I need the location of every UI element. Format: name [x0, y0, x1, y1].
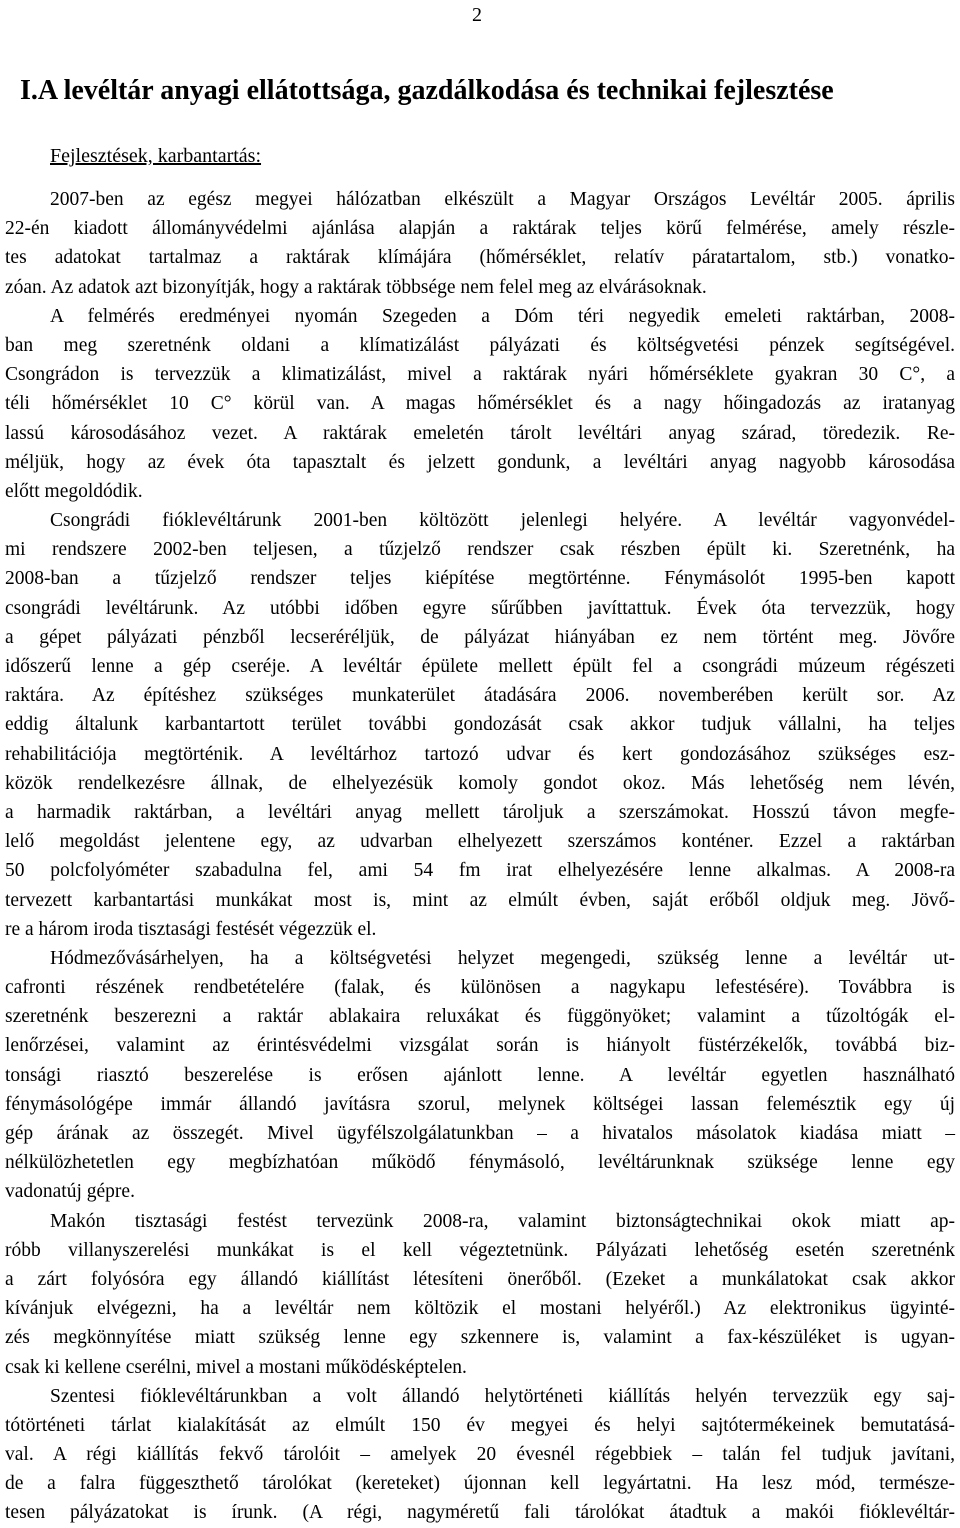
- text-line: zóan. Az adatok azt bizonyítják, hogy a raktárak többsége nem felel meg az elvárásoknak.: [5, 276, 707, 298]
- text-line: szeretnénk beszerezni a raktár ablakaira reluxákat és függönyöket; valamint a tűzoltógák el-: [5, 1006, 955, 1028]
- text-line: A felmérés eredményei nyomán Szegeden a Dóm téri negyedik emeleti raktárban, 2008-: [50, 305, 955, 327]
- text-line: vadonatúj gépre.: [5, 1181, 135, 1203]
- text-line: közök rendelkezésre állnak, de elhelyezésük komoly gondot okoz. Más lehetőség nem lévén,: [5, 772, 955, 794]
- text-line: 50 polcfolyóméter szabadulna fel, ami 54 fm irat elhelyezésére lenne alkalmas. A 2008-ra: [5, 860, 955, 882]
- text-line: tótörténeti tárlat kialakítását az elmúlt 150 év megyei és helyi sajtótermékeinek bemutatásá-: [5, 1414, 955, 1436]
- section-title: I.A levéltár anyagi ellátottsága, gazdálkodása és technikai fejlesztése: [20, 75, 834, 106]
- text-line: a zárt folyósóra egy állandó kiállítást létesíteni önerőből. (Ezeket a munkálatokat csak akkor: [5, 1268, 955, 1290]
- text-line: csak ki kellene cserélni, mivel a mostani működésképtelen.: [5, 1356, 467, 1378]
- page-number: 2: [472, 4, 482, 26]
- text-line: ban meg szeretnénk oldani a klímatizálást pályázati és költségvetési pénzek segítségével.: [5, 334, 955, 356]
- text-line: 2007-ben az egész megyei hálózatban elkészült a Magyar Országos Levéltár 2005. április: [50, 189, 955, 210]
- text-line: kívánjuk elvégezni, ha a levéltár nem költözik el mostani helyéről.) Az elektronikus ügyinté-: [5, 1298, 955, 1320]
- text-line: tervezett karbantartási munkákat most is, mint az elmúlt évben, saját erőből oldjuk meg. Jövő-: [5, 889, 955, 911]
- text-line: lelő megoldást jelentene egy, az udvarban elhelyezett szerszámos konténer. Ezzel a raktárban: [5, 831, 955, 853]
- text-line: Csongrádi fióklevéltárunk 2001-ben költözött jelenlegi helyére. A levéltár vagyonvédel-: [50, 510, 955, 532]
- text-line: Szentesi fióklevéltárunkban a volt állandó helytörténeti kiállítás helyén tervezzük egy saj-: [50, 1385, 955, 1407]
- text-line: Hódmezővásárhelyen, ha a költségvetési helyzet megengedi, szükség lenne a levéltár ut-: [50, 947, 955, 969]
- text-line: a gépet pályázati pénzből lecseréréljük, de pályázat hiányában ez nem történt meg. Jövőre: [5, 626, 955, 648]
- text-line: tonsági riasztó beszerelése is erősen ajánlott lenne. A levéltár egyetlen használható: [5, 1064, 955, 1086]
- text-line: lassú károsodásához vezet. A raktárak emeletén tárolt levéltári anyag szárad, töredezik. Re-: [5, 422, 955, 444]
- text-line: a harmadik raktárban, a levéltári anyag mellett tároljuk a szerszámokat. Hosszú távon megfe-: [5, 801, 955, 823]
- text-line: eddig általunk karbantartott terület további gondozását csak akkor tudjuk vállalni, ha teljes: [5, 714, 955, 736]
- text-line: róbb villanyszerelési munkákat is el kell végeztetnünk. Pályázati lehetőség esetén szeretnénk: [5, 1239, 955, 1261]
- text-line: fénymásológépe immár állandó javításra szorul, melynek költségei lassan felemésztik egy új: [5, 1093, 955, 1115]
- text-line: re a három iroda tisztasági festését végezzük el.: [5, 918, 377, 940]
- text-line: téli hőmérséklet 10 C° körül van. A magas hőmérséklet és a nagy hőingadozás az iratanyag: [5, 393, 955, 415]
- text-line: 2008-ban a tűzjelző rendszer teljes kiépítése megtörténne. Fénymásolót 1995-ben kapott: [5, 568, 955, 590]
- text-line: val. A régi kiállítás fekvő tárolóit – amelyek 20 évesnél régebbiek – talán fel tudjuk javítani,: [5, 1444, 955, 1466]
- text-line: nélkülözhetetlen egy megbízhatóan működő fénymásoló, levéltárunknak szüksége lenne egy: [5, 1152, 955, 1174]
- text-line: Makón tisztasági festést tervezünk 2008-ra, valamint biztonságtechnikai okok miatt ap-: [50, 1210, 955, 1232]
- text-line: időszerű lenne a gép cseréje. A levéltár épülete mellett épült fel a csongrádi múzeum régészeti: [5, 656, 955, 677]
- text-line: cafronti részének rendbetételére (falak, és különösen a nagykapu lefestésére). Továbbra is: [5, 977, 955, 999]
- text-line: gép árának az összegét. Mivel ügyfélszolgálatunkban – a hivatalos másolatok kiadása miatt –: [5, 1123, 955, 1144]
- text-line: tesen pályázatokat is írunk. (A régi, nagyméretű fali tárolókat átadtuk a makói fióklevéltár-: [5, 1502, 955, 1524]
- text-line: lenőrzései, valamint az érintésvédelmi vizsgálat során is hiányolt füstérzékelők, továbbá biz-: [5, 1035, 955, 1057]
- text-line: mi rendszere 2002-ben teljesen, a tűzjelző rendszer csak részben épült ki. Szeretnénk, ha: [5, 539, 955, 561]
- text-line: raktára. Az építéshez szükséges munkaterület átadására 2006. novemberében került sor. Az: [5, 685, 955, 707]
- text-line: rehabilitációja megtörténik. A levéltárhoz tartozó udvar és kert gondozásához szükséges esz-: [5, 743, 955, 765]
- text-line: tes adatokat tartalmaz a raktárak klímájára (hőmérséklet, relatív páratartalom, stb.) vonatko-: [5, 247, 955, 269]
- text-line: 22-én kiadott állományvédelmi ajánlása alapján a raktárak teljes körű felmérése, amely részle-: [5, 218, 955, 240]
- text-line: méljük, hogy az évek óta tapasztalt és jelzett gondunk, a levéltári anyag nagyobb károsodása: [5, 451, 955, 473]
- text-line: előtt megoldódik.: [5, 480, 143, 502]
- text-line: Csongrádon is tervezzük a klimatizálást, mivel a raktárak nyári hőmérséklete gyakran 30 C°, a: [5, 364, 955, 386]
- subsection-heading: Fejlesztések, karbantartás:: [50, 145, 262, 167]
- text-line: de a falra függeszthető tárolókat (kereteket) újonnan kell legyártatni. Ha lesz mód, természe-: [5, 1473, 955, 1495]
- text-line: csongrádi levéltárunk. Az utóbbi időben egyre sűrűbben javíttattuk. Évek óta tervezzük, hogy: [5, 597, 955, 619]
- body-text: [5, 185, 955, 1528]
- text-line: zés megkönnyítése miatt szükség lenne egy szkennere is, valamint a fax-készüléket is ugyan-: [5, 1327, 955, 1349]
